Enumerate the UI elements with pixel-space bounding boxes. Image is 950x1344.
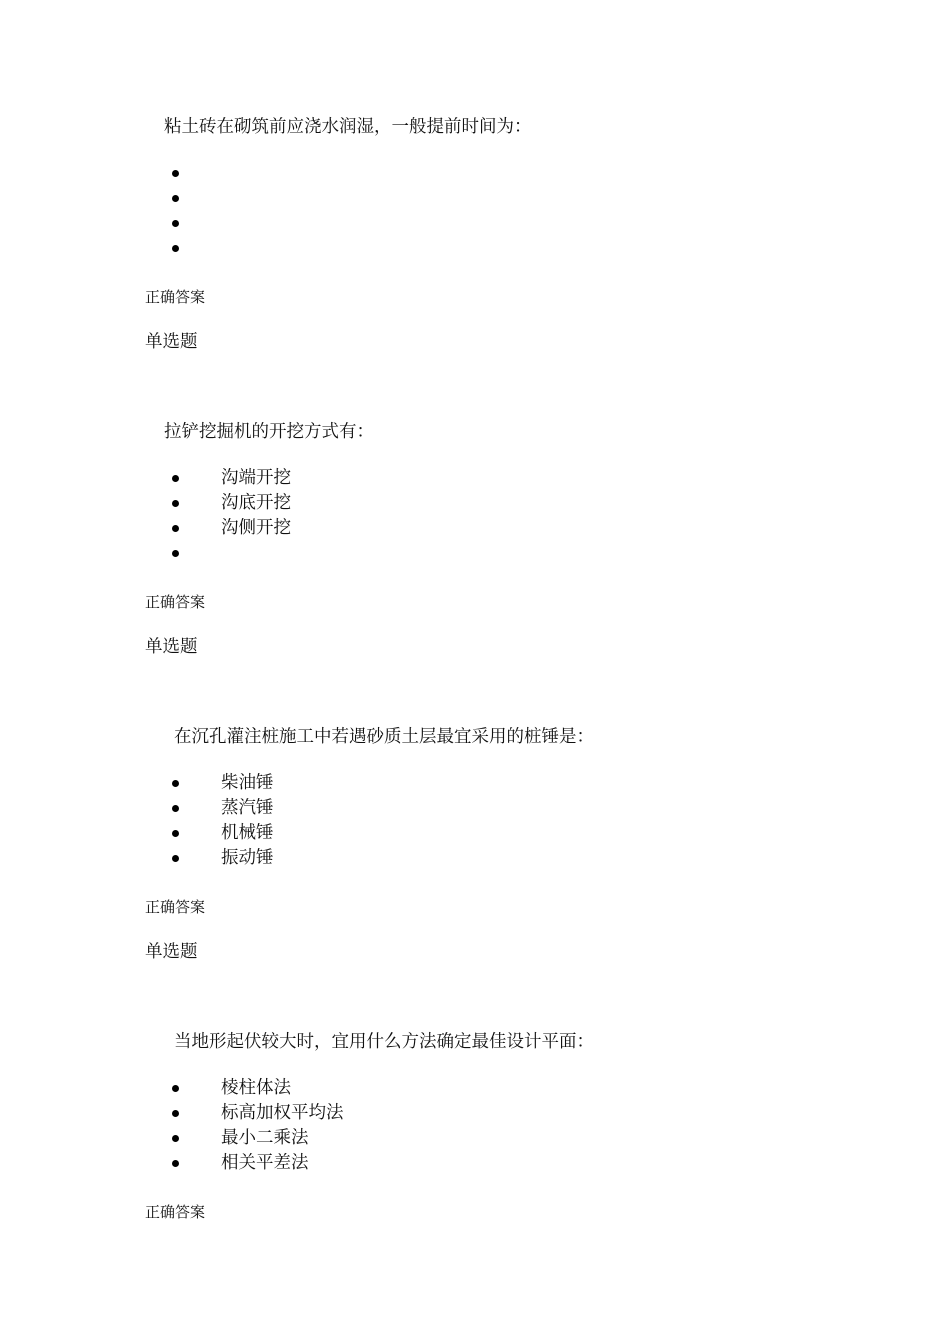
question-type-label: 单选题 (145, 332, 198, 352)
option-label: 棱柱体法 (221, 1078, 291, 1098)
option-label: 沟端开挖 (221, 468, 291, 488)
bullet-icon (172, 550, 179, 557)
question-type-label: 单选题 (145, 637, 198, 657)
bullet-icon (172, 855, 179, 862)
question-text: 当地形起伏较大时，宜用什么方法确定最佳设计平面： (174, 1032, 594, 1052)
bullet-icon (172, 170, 179, 177)
bullet-icon (172, 1110, 179, 1117)
bullet-icon (172, 195, 179, 202)
question-type-label: 单选题 (145, 942, 198, 962)
option-label: 机械锤 (221, 823, 274, 843)
correct-answer-label: 正确答案 (145, 593, 206, 611)
bullet-icon (172, 1135, 179, 1142)
option-label: 沟底开挖 (221, 493, 291, 513)
bullet-icon (172, 780, 179, 787)
bullet-icon (172, 805, 179, 812)
option-label: 相关平差法 (221, 1153, 309, 1173)
option-label: 标高加权平均法 (221, 1103, 344, 1123)
option-label: 振动锤 (221, 848, 274, 868)
option-label: 蒸汽锤 (221, 798, 274, 818)
option-label: 最小二乘法 (221, 1128, 309, 1148)
option-label: 柴油锤 (221, 773, 274, 793)
bullet-icon (172, 830, 179, 837)
question-text: 粘土砖在砌筑前应浇水润湿，一般提前时间为： (164, 117, 532, 137)
bullet-icon (172, 500, 179, 507)
bullet-icon (172, 1160, 179, 1167)
option-label: 沟侧开挖 (221, 518, 291, 538)
bullet-icon (172, 1085, 179, 1092)
correct-answer-label: 正确答案 (145, 1203, 206, 1221)
bullet-icon (172, 220, 179, 227)
bullet-icon (172, 245, 179, 252)
question-text: 在沉孔灌注桩施工中若遇砂质土层最宜采用的桩锤是： (174, 727, 594, 747)
question-text: 拉铲挖掘机的开挖方式有： (164, 422, 374, 442)
correct-answer-label: 正确答案 (145, 898, 206, 916)
correct-answer-label: 正确答案 (145, 288, 206, 306)
bullet-icon (172, 475, 179, 482)
bullet-icon (172, 525, 179, 532)
